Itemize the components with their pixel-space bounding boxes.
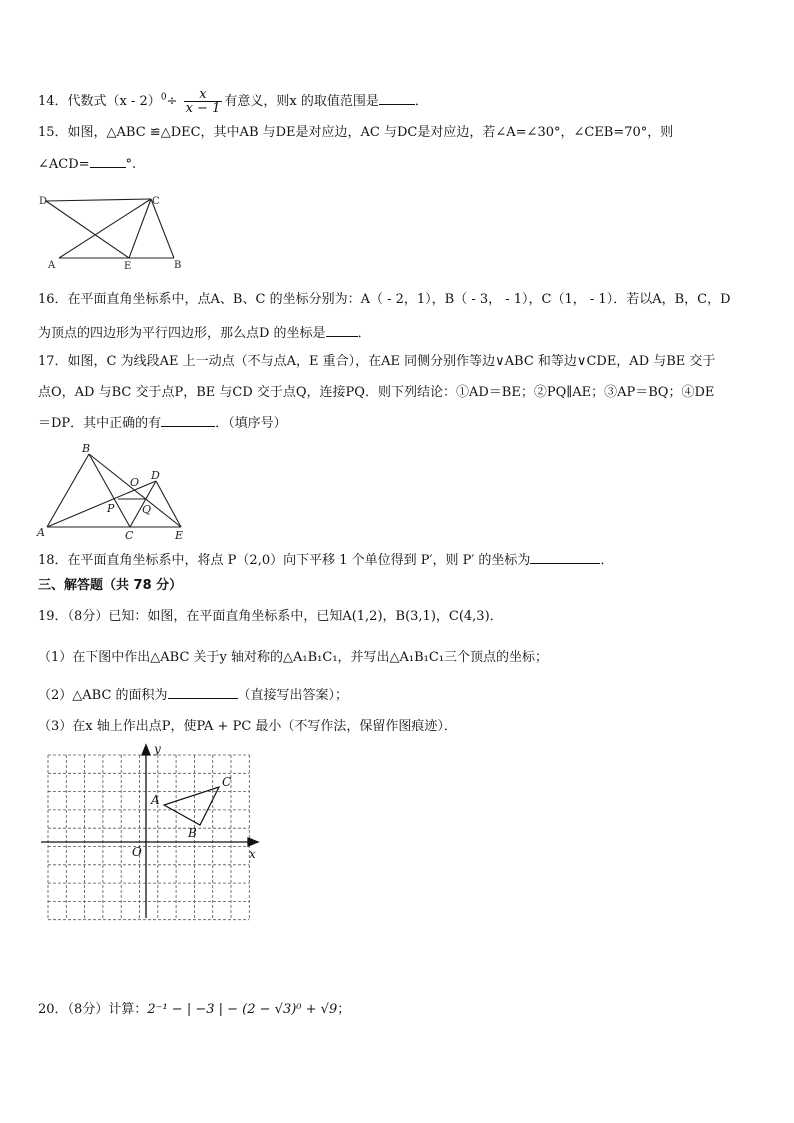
q20-text: 20．（8分）计算：: [38, 1002, 148, 1017]
q18-answer-blank: [530, 551, 600, 564]
fig19-y-axis-label: y: [154, 742, 161, 756]
fig19-origin-label: O: [132, 845, 142, 859]
fig17-label-p: P: [107, 502, 115, 515]
q15-angle-label: ∠ACD=: [38, 157, 90, 172]
question-17-line-2: 点O，AD 与BC 交于点P，BE 与CD 交于点Q，连接PQ．则下列结论：①AD＝BE；②PQ∥AE；③AP＝BQ；④DE: [38, 385, 715, 400]
fig15-label-e: E: [124, 261, 132, 272]
figure-19-coordinate-grid: [36, 740, 266, 925]
question-19-part-2: [38, 686, 348, 705]
question-14: [38, 88, 428, 115]
fig15-label-d: D: [39, 196, 48, 207]
q16-text: 为顶点的四边形为平行四边形，那么点D 的坐标是: [38, 326, 326, 341]
q17-end: ．（填序号）: [215, 416, 287, 431]
q14-text: 有意义，则x 的取值范围是: [224, 94, 379, 109]
fig17-label-a: A: [37, 526, 45, 539]
question-15-line-2: [38, 155, 136, 174]
q19-part-2-end: （直接写出答案）；: [237, 688, 349, 703]
fig19-point-c-label: C: [222, 775, 232, 789]
fig17-label-e: E: [175, 529, 184, 540]
question-19-part-1: （1）在下图中作出△ABC 关于y 轴对称的△A₁B₁C₁，并写出△A₁B₁C₁三个顶点的坐标；: [38, 650, 549, 665]
question-16-line-1: 16．在平面直角坐标系中，点A、B、C 的坐标分别为：A（ - 2，1），B（ - 3， - 1），C（1， - 1）．若以A，B，C，D: [38, 292, 731, 307]
question-19-intro: 19．（8分）已知：如图，在平面直角坐标系中，已知A(1,2)，B(3,1)，C(4,3)．: [38, 609, 503, 624]
fig15-label-b: B: [174, 260, 182, 271]
q19-part-2-text: （2）△ABC 的面积为: [38, 688, 168, 703]
q14-prefix: 14．代数式（x - 2）: [38, 94, 161, 109]
question-18: [38, 551, 613, 570]
q15-end: °.: [125, 157, 137, 172]
q16-answer-blank: [326, 324, 358, 337]
fig17-label-c: C: [125, 529, 134, 540]
q14-answer-blank: [379, 92, 415, 105]
q14-end: ．: [414, 94, 428, 109]
fig15-label-c: C: [152, 196, 160, 207]
question-20: [38, 1001, 350, 1019]
fig15-label-a: A: [48, 260, 56, 271]
q14-divide: ÷: [166, 94, 178, 109]
q18-end: ．: [600, 553, 614, 568]
question-15-line-1: 15．如图，△ABC ≌△DEC，其中AB 与DE是对应边，AC 与DC是对应边，若∠A=∠30°，∠CEB=70°，则: [38, 125, 674, 140]
figure-15-triangles: [36, 190, 196, 272]
q17-text: ＝DP．其中正确的有: [38, 416, 162, 431]
q14-fraction: [184, 88, 223, 115]
section-3-title: 三、解答题（共 78 分）: [38, 578, 183, 593]
q20-end: ；: [337, 1002, 351, 1017]
q18-text: 18．在平面直角坐标系中，将点 P（2,0）向下平移 1 个单位得到 P′，则 P′ 的坐标为: [38, 553, 531, 568]
fig19-point-b-label: B: [188, 826, 197, 840]
question-17-line-1: 17．如图，C 为线段AE 上一动点（不与点A，E 重合），在AE 同侧分别作等边∨ABC 和等边∨CDE，AD 与BE 交于: [38, 354, 716, 369]
q14-fraction-numerator: x: [184, 88, 223, 102]
fig17-label-b: B: [82, 442, 91, 455]
fig19-x-axis-label: x: [249, 847, 256, 861]
q16-end: ．: [357, 326, 371, 341]
figure-17-equilateral-triangles: [34, 440, 194, 540]
q19-answer-blank: [168, 686, 238, 699]
fig17-label-d: D: [151, 469, 160, 482]
fig17-label-o: O: [130, 476, 140, 489]
fig19-point-a-label: A: [151, 793, 160, 807]
q14-exponent: 0: [160, 92, 167, 103]
q20-expression: 2⁻¹ − | −3 | − (2 − √3)⁰ + √9: [147, 1002, 338, 1017]
question-19-part-3: （3）在x 轴上作出点P，使PA + PC 最小（不写作法，保留作图痕迹）．: [38, 719, 457, 734]
question-16-line-2: [38, 324, 371, 343]
question-17-line-3: [38, 414, 287, 433]
q17-answer-blank: [161, 414, 215, 427]
q15-answer-blank: [90, 155, 126, 168]
fig17-label-q: Q: [142, 503, 152, 516]
q14-fraction-denominator: x − 1: [185, 101, 221, 116]
